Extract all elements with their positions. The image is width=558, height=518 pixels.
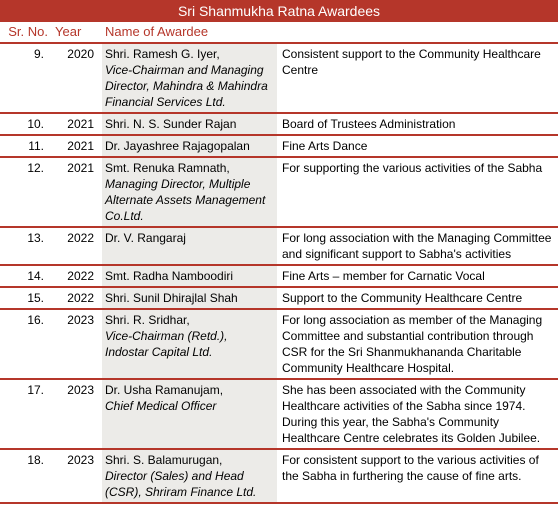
header-row <box>0 22 558 43</box>
awardee-role: Vice-Chairman and Managing Director, Mahindra & Mahindra Financial Services Ltd. <box>105 63 268 109</box>
cell-awardee <box>102 309 277 379</box>
cell-awardee <box>102 43 277 113</box>
cell-year: 2021 <box>67 161 94 175</box>
header-reason <box>277 22 558 43</box>
cell-reason: For long association with the Managing Committee and significant support to Sabha's activities <box>282 231 552 261</box>
table-row <box>0 43 558 113</box>
cell-sr-no: 13. <box>27 231 44 245</box>
cell-year: 2021 <box>67 139 94 153</box>
cell-sr-no: 18. <box>27 453 44 467</box>
table-row <box>0 227 558 265</box>
cell-reason: Fine Arts Dance <box>282 139 368 153</box>
cell-sr-no: 9. <box>33 47 44 61</box>
table-row <box>0 157 558 227</box>
cell-year: 2023 <box>67 313 94 327</box>
table-row <box>0 113 558 135</box>
awardee-name: Shri. N. S. Sunder Rajan <box>105 117 237 131</box>
cell-sr-no: 14. <box>27 269 44 283</box>
cell-awardee <box>102 287 277 309</box>
cell-reason: She has been associated with the Community Healthcare activities of the Sabha since 1974. During this year, the Sabha's Community Healthcare Centre celebrates its Golden Jubilee. <box>282 383 541 445</box>
cell-awardee <box>102 157 277 227</box>
cell-sr-no: 12. <box>27 161 44 175</box>
table-row <box>0 309 558 379</box>
cell-reason: Board of Trustees Administration <box>282 117 456 131</box>
table-body <box>0 43 558 503</box>
awardee-name: Dr. Usha Ramanujam, <box>105 383 224 397</box>
awardee-name: Shri. Ramesh G. Iyer, <box>105 47 220 61</box>
cell-reason: Consistent support to the Community Healthcare Centre <box>282 47 541 77</box>
cell-awardee <box>102 113 277 135</box>
awardee-role: Vice-Chairman (Retd.), Indostar Capital Ltd. <box>105 329 228 359</box>
cell-year: 2022 <box>67 291 94 305</box>
table-title: Sri Shanmukha Ratna Awardees <box>0 0 558 22</box>
cell-year: 2022 <box>67 231 94 245</box>
awardee-name: Shri. R. Sridhar, <box>105 313 190 327</box>
table-row <box>0 135 558 157</box>
cell-awardee <box>102 449 277 503</box>
cell-sr-no: 16. <box>27 313 44 327</box>
header-sr-no: Sr. No. <box>0 22 52 43</box>
cell-year: 2022 <box>67 269 94 283</box>
cell-awardee <box>102 227 277 265</box>
cell-awardee <box>102 379 277 449</box>
cell-sr-no: 17. <box>27 383 44 397</box>
awardee-name: Shri. S. Balamurugan, <box>105 453 223 467</box>
cell-year: 2023 <box>67 453 94 467</box>
awardee-role: Chief Medical Officer <box>105 399 217 413</box>
cell-reason: Fine Arts – member for Carnatic Vocal <box>282 269 485 283</box>
cell-year: 2020 <box>67 47 94 61</box>
table-row <box>0 265 558 287</box>
cell-reason: For supporting the various activities of the Sabha <box>282 161 543 175</box>
cell-awardee <box>102 265 277 287</box>
header-name: Name of Awardee <box>102 22 277 43</box>
table-row <box>0 379 558 449</box>
awardee-role: Managing Director, Multiple Alternate Assets Management Co.Ltd. <box>105 177 266 223</box>
cell-sr-no: 11. <box>28 139 44 153</box>
table-row <box>0 287 558 309</box>
header-year: Year <box>52 22 102 43</box>
cell-awardee <box>102 135 277 157</box>
awardees-table <box>0 22 558 504</box>
table-row <box>0 449 558 503</box>
cell-reason: For long association as member of the Managing Committee and substantial contribution through CSR for the Sri Shanmukhananda Charitable Community Healthcare Hospital. <box>282 313 543 375</box>
awardee-role: Director (Sales) and Head (CSR), Shriram Finance Ltd. <box>105 469 257 499</box>
cell-year: 2023 <box>67 383 94 397</box>
awardee-name: Dr. Jayashree Rajagopalan <box>105 139 250 153</box>
awardee-name: Shri. Sunil Dhirajlal Shah <box>105 291 238 305</box>
cell-reason: Support to the Community Healthcare Centre <box>282 291 523 305</box>
cell-sr-no: 10. <box>27 117 44 131</box>
awardee-name: Dr. V. Rangaraj <box>105 231 186 245</box>
cell-sr-no: 15. <box>27 291 44 305</box>
cell-year: 2021 <box>67 117 94 131</box>
awardee-name: Smt. Renuka Ramnath, <box>105 161 230 175</box>
awardee-name: Smt. Radha Namboodiri <box>105 269 234 283</box>
cell-reason: For consistent support to the various activities of the Sabha in furthering the cause of fine arts. <box>282 453 539 483</box>
